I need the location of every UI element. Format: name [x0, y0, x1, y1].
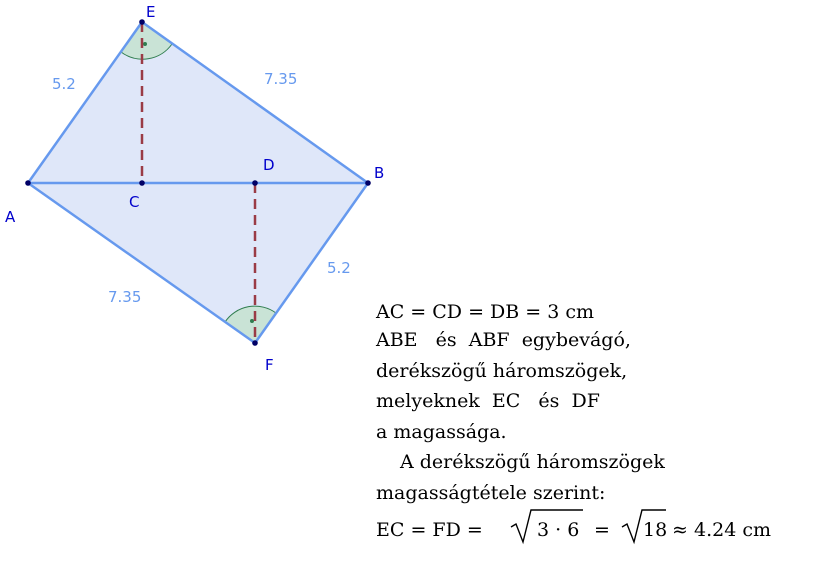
label-e: E: [146, 3, 156, 21]
text-line-6: A derékszögű háromszögek: [400, 451, 665, 473]
point-f: [252, 340, 258, 346]
point-b: [365, 180, 371, 186]
formula-prefix: EC = FD =: [376, 519, 489, 541]
length-af: 7.35: [108, 288, 142, 306]
length-ae: 5.2: [52, 75, 76, 93]
length-fb: 5.2: [327, 259, 351, 277]
formula-equals: =: [588, 519, 616, 541]
right-angle-dot-e: [143, 42, 147, 46]
point-d: [252, 180, 258, 186]
label-b: B: [374, 164, 385, 182]
label-f: F: [265, 356, 274, 374]
sqrt-radicand-1: 3 · 6: [537, 519, 580, 541]
text-line-4: melyeknek EC és DF: [376, 390, 600, 412]
sqrt-radicand-2: 18: [643, 519, 668, 541]
length-eb: 7.35: [264, 70, 298, 88]
point-e: [139, 19, 145, 25]
label-c: C: [129, 193, 140, 211]
text-line-7: magasságtétele szerint:: [376, 482, 606, 504]
point-c: [139, 180, 145, 186]
text-line-5: a magassága.: [376, 421, 507, 443]
text-line-3: derékszögű háromszögek,: [376, 360, 628, 382]
label-d: D: [263, 156, 275, 174]
right-angle-dot-f: [250, 319, 254, 323]
label-a: A: [5, 208, 16, 226]
point-a: [25, 180, 31, 186]
formula-suffix: ≈ 4.24 cm: [666, 519, 772, 541]
text-line-1: AC = CD = DB = 3 cm: [376, 301, 595, 323]
text-line-2: ABE és ABF egybevágó,: [376, 329, 631, 351]
